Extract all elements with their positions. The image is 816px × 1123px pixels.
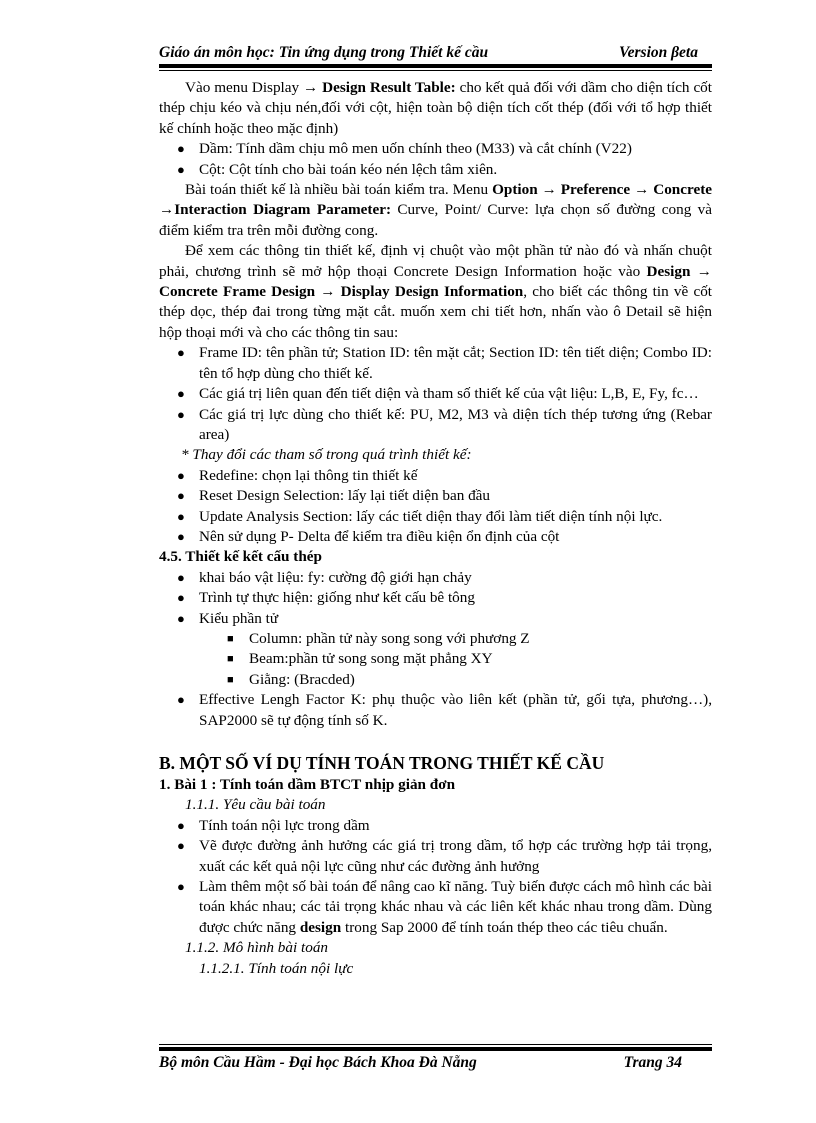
list-item-text: Kiểu phần tử [199, 609, 279, 627]
subheading-1-1-2: 1.1.2. Mô hình bài toán [185, 939, 329, 957]
bullet-icon: ● [177, 838, 185, 854]
list-item-text: Vẽ được đường ảnh hưởng các giá trị trong dầm, tổ hợp các trường hợp tải trọng, xuất các kết quả nội lực cũng như các đường ảnh hưởng [199, 837, 712, 875]
list-item [159, 343, 712, 384]
bullet-icon: ● [177, 590, 185, 606]
list-item [159, 609, 712, 629]
subheading-1-1-1: 1.1.1. Yêu cầu bài toán [185, 796, 326, 814]
list-item-text: Beam:phần tử song song mặt phẳng XY [249, 650, 493, 668]
list-item [159, 405, 712, 446]
list-item-text [199, 878, 712, 936]
list-item-text: Trình tự thực hiện: giống như kết cấu bê tông [199, 589, 475, 607]
paragraph-display-menu [159, 78, 712, 139]
spacer [159, 731, 712, 751]
text: trong Sap 2000 để tính toán thép theo các tiêu chuẩn. [341, 918, 668, 936]
bullet-icon: ● [177, 488, 185, 504]
bullet-icon: ● [177, 141, 185, 157]
paragraph-option-menu [159, 180, 712, 241]
bullet-icon: ● [177, 467, 185, 483]
list-item [159, 836, 712, 877]
text: Curve, Point/ Curve: lựa chọn số đường cong và điểm kiểm tra trên mỗi đường cong. [159, 201, 712, 239]
list-item [159, 507, 712, 527]
section-heading-B: B. MỘT SỐ VÍ DỤ TÍNH TOÁN TRONG THIẾT KẾ CẦU [159, 753, 605, 773]
list-item-text: Redefine: chọn lại thông tin thiết kế [199, 466, 418, 484]
list-item [159, 466, 712, 486]
sub-list-item [159, 629, 712, 649]
list-item-text: Update Analysis Section: lấy các tiết diện thay đổi làm tiết diện tính nội lực. [199, 507, 663, 525]
list-item-text: Cột: Cột tính cho bài toán kéo nén lệch tâm xiên. [199, 160, 498, 178]
text: Bài toán thiết kế là nhiều bài toán kiểm tra. Menu [185, 181, 493, 199]
list-item-text: Frame ID: tên phần tử; Station ID: tên mặt cắt; Section ID: tên tiết diện; Combo ID: tên tổ hợp dùng cho thiết kế. [199, 344, 712, 382]
list-item-text: Các giá trị liên quan đến tiết diện và tham số thiết kế của vật liệu: L,B, E, Fy, fc… [199, 385, 699, 403]
list-item [159, 527, 712, 547]
footer-rule-thick [159, 1047, 712, 1051]
list-item-text: khai báo vật liệu: fy: cường độ giới hạn chảy [199, 568, 472, 586]
text: , cho biết các thông tin về cốt thép dọc, thép đai trong từng mặt cắt. muốn xem chi tiết hơn, nhấn vào ô Detail sẽ hiện hộp thoại mới và cho các thông tin sau: [159, 283, 713, 341]
list-item [159, 486, 712, 506]
bullet-icon: ● [177, 879, 185, 895]
square-bullet-icon: ■ [227, 653, 234, 666]
list-item [159, 160, 712, 180]
menu-path: Option → Preference → Concrete →Interaction Diagram Parameter: [159, 181, 712, 219]
list-item-text: Dầm: Tính dầm chịu mô men uốn chính theo (M33) và cắt chính (V22) [199, 140, 632, 158]
footer-rule-thin [159, 1044, 712, 1045]
list-item [159, 139, 712, 159]
bullet-icon: ● [177, 508, 185, 524]
text: Để xem các thông tin thiết kế, định vị chuột vào một phần tử nào đó và nhấn chuột phải, chương trình sẽ mở hộp thoại Concrete Design Information hoặc vào [159, 242, 712, 280]
text: Vào menu Display → [185, 79, 323, 96]
sub-list-item [159, 649, 712, 669]
section-heading-4-5: 4.5. Thiết kế kết cấu thép [159, 548, 322, 566]
square-bullet-icon: ■ [227, 632, 234, 645]
sub-list-item [159, 670, 712, 690]
list-item [159, 588, 712, 608]
bullet-icon: ● [177, 817, 185, 833]
square-bullet-icon: ■ [227, 673, 234, 686]
list-item [159, 877, 712, 938]
lesson-heading: 1. Bài 1 : Tính toán dầm BTCT nhịp giản đơn [159, 776, 456, 793]
list-item-text: Nên sử dụng P- Delta để kiểm tra điều kiện ổn định của cột [199, 527, 560, 545]
text: cho kết quả đối với dầm cho diện tích cốt thép chịu kéo và chịu nén,đối với cột, hiện toàn bộ diện tích cốt thép (đối với tổ hợp thiết kế chính hoặc theo mặc định) [159, 79, 712, 137]
page-body [159, 78, 712, 979]
bullet-icon: ● [177, 610, 185, 626]
subheading-1-1-2-1: 1.1.2.1. Tính toán nội lực [199, 959, 354, 977]
text: Làm thêm một số bài toán để nâng cao kĩ năng. Tuỳ biến được cách mô hình các bài toán khác nhau; các tải trọng khác nhau và các liên kết khác nhau trong dầm. Dùng được chức năng [199, 878, 712, 936]
paragraph-design-info [159, 241, 712, 343]
header-course-title: Giáo án môn học: Tin ứng dụng trong Thiết kế cầu [159, 44, 489, 61]
list-item [159, 384, 712, 404]
bullet-icon: ● [177, 345, 185, 361]
list-item-text: Các giá trị lực dùng cho thiết kế: PU, M2, M3 và diện tích thép tương ứng (Rebar area) [199, 405, 712, 443]
list-item-text: Effective Lengh Factor K: phụ thuộc vào liên kết (phần tử, gối tựa, phương…), SAP2000 sẽ tự động tính số K. [199, 691, 712, 729]
list-item-text: Reset Design Selection: lấy lại tiết diện ban đầu [199, 487, 491, 505]
bullet-icon: ● [177, 406, 185, 422]
bullet-icon: ● [177, 692, 185, 708]
header-rule-thick [159, 64, 712, 68]
footer-page-number: Trang 34 [623, 1054, 682, 1071]
keyword-design: design [299, 918, 342, 936]
list-item [159, 568, 712, 588]
note-heading: * Thay đổi các tham số trong quá trình thiết kế: [181, 446, 472, 464]
bullet-icon: ● [177, 569, 185, 585]
footer-department: Bộ môn Cầu Hầm - Đại học Bách Khoa Đà Nẵng [159, 1054, 477, 1071]
list-item [159, 816, 712, 836]
bullet-icon: ● [177, 386, 185, 402]
bullet-icon: ● [177, 528, 185, 544]
menu-path: Design → Concrete Frame Design → Display Design Information [159, 262, 712, 301]
list-item-text: Giằng: (Bracded) [249, 670, 355, 688]
list-item-text: Tính toán nội lực trong dầm [199, 816, 370, 834]
menu-path: Design Result Table: [322, 79, 456, 96]
header-rule-thin [159, 70, 712, 71]
header-version: Version βeta [619, 44, 698, 61]
list-item [159, 690, 712, 731]
bullet-icon: ● [177, 161, 185, 177]
list-item-text: Column: phần tử này song song với phương Z [249, 629, 530, 647]
